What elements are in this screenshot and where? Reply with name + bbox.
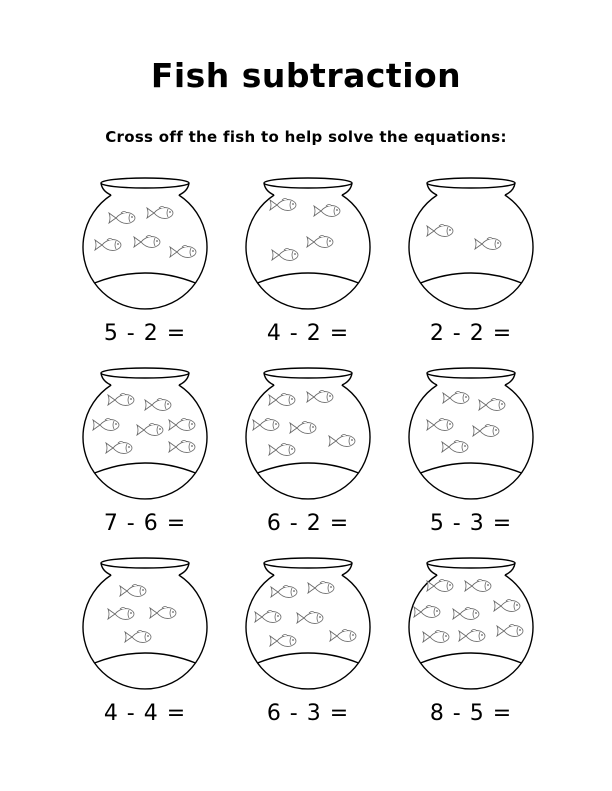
fish-icon[interactable] <box>306 389 334 405</box>
fish-icon[interactable] <box>107 606 135 622</box>
equation: 4 - 2 = <box>266 321 350 346</box>
problem-5 <box>243 365 373 536</box>
fish-icon[interactable] <box>329 628 357 644</box>
fishbowl-icon <box>243 555 373 691</box>
problem-1 <box>80 175 210 346</box>
fish-icon[interactable] <box>169 244 197 260</box>
fish-icon[interactable] <box>133 234 161 250</box>
equation: 6 - 2 = <box>266 511 350 536</box>
fish-icon[interactable] <box>136 422 164 438</box>
fish-icon[interactable] <box>271 247 299 263</box>
fishbowl-icon <box>80 365 210 501</box>
equation: 7 - 6 = <box>103 511 187 536</box>
fishbowl-icon <box>406 175 536 311</box>
fish-icon[interactable] <box>464 578 492 594</box>
fishbowl-icon <box>243 365 373 501</box>
fish-icon[interactable] <box>105 440 133 456</box>
fish-icon[interactable] <box>296 610 324 626</box>
fishbowl-icon <box>406 365 536 501</box>
fish-icon[interactable] <box>426 223 454 239</box>
fish-icon[interactable] <box>269 197 297 213</box>
fish-icon[interactable] <box>313 203 341 219</box>
problem-9 <box>406 555 536 726</box>
instructions: Cross off the fish to help solve the equations: <box>105 128 507 146</box>
fish-icon[interactable] <box>269 633 297 649</box>
problem-2 <box>243 175 373 346</box>
fish-icon[interactable] <box>270 584 298 600</box>
fish-icon[interactable] <box>426 417 454 433</box>
fishbowl-icon <box>406 555 536 691</box>
fishbowl-icon <box>80 555 210 691</box>
equation: 5 - 2 = <box>103 321 187 346</box>
fish-icon[interactable] <box>107 392 135 408</box>
problem-8 <box>243 555 373 726</box>
fish-icon[interactable] <box>307 580 335 596</box>
page-title: Fish subtraction <box>150 56 462 95</box>
fish-icon[interactable] <box>124 629 152 645</box>
fish-icon[interactable] <box>496 623 524 639</box>
fish-icon[interactable] <box>452 606 480 622</box>
fish-icon[interactable] <box>422 629 450 645</box>
fish-icon[interactable] <box>144 397 172 413</box>
fish-icon[interactable] <box>306 234 334 250</box>
fish-icon[interactable] <box>254 609 282 625</box>
fish-icon[interactable] <box>168 417 196 433</box>
fish-icon[interactable] <box>413 604 441 620</box>
fish-icon[interactable] <box>441 439 469 455</box>
fish-icon[interactable] <box>108 210 136 226</box>
problem-6 <box>406 365 536 536</box>
equation: 6 - 3 = <box>266 701 350 726</box>
fish-icon[interactable] <box>268 392 296 408</box>
fish-icon[interactable] <box>426 578 454 594</box>
equation: 2 - 2 = <box>429 321 513 346</box>
fish-icon[interactable] <box>92 417 120 433</box>
problem-7 <box>80 555 210 726</box>
fish-icon[interactable] <box>289 420 317 436</box>
fish-icon[interactable] <box>472 423 500 439</box>
fishbowl-icon <box>243 175 373 311</box>
fish-icon[interactable] <box>168 439 196 455</box>
fishbowl-icon <box>80 175 210 311</box>
equation: 5 - 3 = <box>429 511 513 536</box>
fish-icon[interactable] <box>474 236 502 252</box>
fish-icon[interactable] <box>328 433 356 449</box>
equation: 4 - 4 = <box>103 701 187 726</box>
fish-icon[interactable] <box>119 583 147 599</box>
fish-icon[interactable] <box>268 442 296 458</box>
fish-icon[interactable] <box>493 598 521 614</box>
fish-icon[interactable] <box>252 417 280 433</box>
fish-icon[interactable] <box>146 205 174 221</box>
fish-icon[interactable] <box>94 237 122 253</box>
fish-icon[interactable] <box>149 605 177 621</box>
fish-icon[interactable] <box>458 628 486 644</box>
fish-icon[interactable] <box>442 390 470 406</box>
equation: 8 - 5 = <box>429 701 513 726</box>
problem-4 <box>80 365 210 536</box>
problem-3 <box>406 175 536 346</box>
fish-icon[interactable] <box>478 397 506 413</box>
